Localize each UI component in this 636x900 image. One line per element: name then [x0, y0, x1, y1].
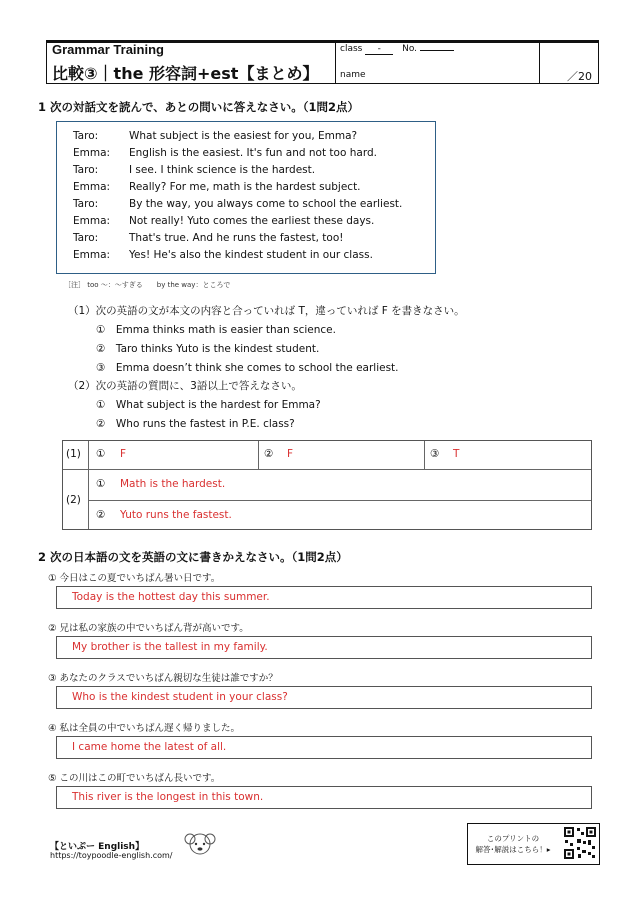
- sub2-item: ① What subject is the hardest for Emma?: [96, 399, 321, 411]
- q2-prompt: ④ 私は全員の中でいちばん遅く帰りました。: [48, 723, 241, 734]
- sub1-item: ② Taro thinks Yuto is the kindest student.: [96, 343, 320, 355]
- row2-label: (2): [66, 494, 81, 506]
- sub2-item: ② Who runs the fastest in P.E. class?: [96, 418, 295, 430]
- dialogue-box: [56, 121, 436, 274]
- speaker: Emma:: [73, 181, 111, 193]
- dialogue-line: By the way, you always come to school the earliest.: [129, 198, 403, 210]
- sub1-item: ③ Emma doesn’t think she comes to school the earliest.: [96, 362, 399, 374]
- answer-1-3[interactable]: T: [453, 448, 460, 460]
- score-field: ／20: [567, 70, 592, 83]
- answer-1-1[interactable]: F: [120, 448, 127, 460]
- answer-1-2[interactable]: F: [287, 448, 294, 460]
- q2-answer: This river is the longest in this town.: [72, 791, 264, 803]
- mark: ③: [430, 448, 440, 460]
- answer-2-2[interactable]: Yuto runs the fastest.: [120, 509, 232, 521]
- qr-code-icon[interactable]: [563, 826, 597, 860]
- sub1-item: ① Emma thinks math is easier than science.: [96, 324, 336, 336]
- mark: ②: [264, 448, 274, 460]
- title-japanese: 比較③｜the 形容詞+est【まとめ】: [52, 64, 319, 83]
- q2-answer: I came home the latest of all.: [72, 741, 227, 753]
- speaker: Emma:: [73, 249, 111, 261]
- q1-heading: 1 次の対話文を読んで、あとの問いに答えなさい。（1問2点）: [38, 100, 360, 114]
- q2-answer: Who is the kindest student in your class?: [72, 691, 288, 703]
- poodle-logo-icon: [180, 829, 220, 861]
- qr-caption: このプリントの 解答･解説はこちら！▸: [475, 834, 551, 854]
- mark: ②: [96, 509, 106, 521]
- speaker: Emma:: [73, 147, 111, 159]
- speaker: Taro:: [73, 232, 99, 244]
- q2-answer: Today is the hottest day this summer.: [72, 591, 270, 603]
- dialogue-line: What subject is the easiest for you, Emma?: [129, 130, 358, 142]
- dialogue-line: I see. I think science is the hardest.: [129, 164, 316, 176]
- class-field[interactable]: class - No.: [340, 44, 454, 55]
- answer-2-1[interactable]: Math is the hardest.: [120, 478, 226, 490]
- speaker: Emma:: [73, 215, 111, 227]
- speaker: Taro:: [73, 130, 99, 142]
- speaker: Taro:: [73, 164, 99, 176]
- q2-prompt: ③ あなたのクラスでいちばん親切な生徒は誰ですか？: [48, 673, 278, 684]
- vocab-note: ［注］ too ～：～すぎる by the way：ところで: [64, 281, 231, 289]
- q2-answer: My brother is the tallest in my family.: [72, 641, 268, 653]
- mark: ①: [96, 478, 106, 490]
- dialogue-line: Yes! He's also the kindest student in our class.: [129, 249, 373, 261]
- q2-heading: 2 次の日本語の文を英語の文に書きかえなさい。（1問2点）: [38, 550, 348, 564]
- dialogue-line: Not really! Yuto comes the earliest these days.: [129, 215, 375, 227]
- dialogue-line: That's true. And he runs the fastest, too!: [129, 232, 344, 244]
- speaker: Taro:: [73, 198, 99, 210]
- mark: ①: [96, 448, 106, 460]
- dialogue-line: Really? For me, math is the hardest subject.: [129, 181, 361, 193]
- sub1-heading: （1）次の英語の文が本文の内容と合っていれば T，違っていれば F を書きなさい。: [68, 305, 465, 317]
- brand-name: 【といぷー English】: [50, 842, 145, 852]
- dialogue-line: English is the easiest. It's fun and not too hard.: [129, 147, 377, 159]
- q2-prompt: ① 今日はこの夏でいちばん暑い日です。: [48, 573, 221, 584]
- sub2-heading: （2）次の英語の質問に、3語以上で答えなさい。: [68, 380, 302, 392]
- site-link[interactable]: https://toypoodle-english.com/: [50, 851, 173, 860]
- q2-prompt: ② 兄は私の家族の中でいちばん背が高いです。: [48, 623, 249, 634]
- q2-prompt: ⑤ この川はこの町でいちばん長いです。: [48, 773, 221, 784]
- title-english: Grammar Training: [52, 42, 164, 57]
- row1-label: (1): [66, 448, 81, 460]
- name-field[interactable]: name: [340, 70, 366, 80]
